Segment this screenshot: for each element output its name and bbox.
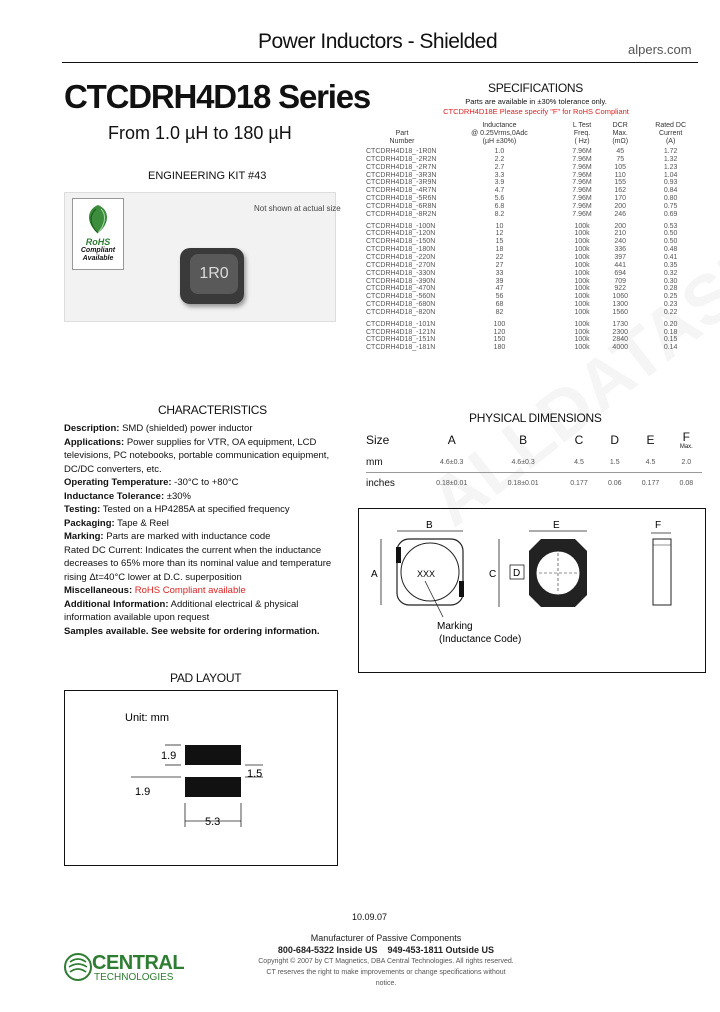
spec-cell: 1.23	[663, 163, 678, 171]
spec-cell: 0.50	[663, 230, 678, 238]
marking-value: Parts are marked with inductance code	[106, 531, 271, 542]
spec-cell: 0.30	[663, 277, 678, 285]
spec-cell: 0.32	[663, 269, 678, 277]
samples-text: Samples available. See website for ordering information.	[64, 625, 320, 637]
spec-cell: 0.15	[663, 336, 678, 344]
pad-layout-frame	[64, 690, 338, 866]
spec-cell: 694	[614, 269, 627, 277]
spec-cell: 0.53	[663, 222, 678, 230]
spec-row	[366, 203, 704, 211]
site-url[interactable]: alpers.com	[628, 42, 692, 57]
spec-cell: 22	[495, 253, 504, 261]
notice: CT reserves the right to make improvements or change specifications without notice.	[266, 969, 506, 987]
spec-cell: 100	[493, 320, 506, 328]
spec-cell: 10	[495, 222, 504, 230]
dim-col-c: C	[574, 433, 584, 447]
spec-row	[366, 148, 704, 156]
spec-cell: 1.0	[494, 148, 505, 155]
spec-cell: 7.96M	[572, 171, 592, 179]
spec-cell: 2840	[612, 336, 628, 344]
spec-cell: 7.96M	[572, 187, 592, 195]
spec-cell: 1.72	[663, 148, 678, 155]
spec-row	[366, 179, 704, 187]
tolerance-label: Inductance Tolerance:	[64, 490, 165, 502]
characteristics-body	[64, 422, 336, 638]
spec-cell: 120	[493, 328, 506, 336]
dim-col-d: D	[610, 433, 620, 447]
spec-cell: 33	[495, 269, 504, 277]
spec-cell: CTCDRH4D18_-101N	[366, 320, 436, 328]
pad-layout-heading: PAD LAYOUT	[170, 671, 242, 685]
rohs-compliant: Compliant	[80, 247, 116, 254]
spec-table-body	[366, 148, 704, 352]
spec-cell: CTCDRH4D18_-8R2N	[366, 210, 437, 218]
spec-cell: 0.28	[663, 285, 678, 293]
spec-cell: 100k	[574, 293, 590, 301]
additional-label: Additional Information:	[64, 598, 169, 610]
spec-cell: 0.22	[663, 308, 678, 316]
copyright: Copyright © 2007 by CT Magnetics, DBA Central Technologies. All rights reserved.	[258, 958, 514, 965]
spec-row	[366, 156, 704, 164]
spec-cell: 2300	[612, 328, 628, 336]
rohs-leaf-icon	[83, 203, 113, 235]
spec-cell: CTCDRH4D18_-151N	[366, 336, 436, 344]
op-temp-value: -30°C to +80°C	[174, 477, 239, 488]
spec-cell: CTCDRH4D18_-3R9N	[366, 179, 437, 187]
spec-row	[366, 344, 704, 352]
spec-cell: 0.84	[663, 187, 678, 195]
spec-cell: 1560	[612, 308, 628, 316]
dim-header-row	[366, 428, 702, 452]
spec-cell: 39	[495, 277, 504, 285]
packaging-value: Tape & Reel	[117, 517, 169, 529]
spec-cell: 0.14	[663, 344, 678, 352]
testing-value: Tested on a HP4285A at specified frequency	[102, 504, 290, 515]
spec-row	[366, 301, 704, 309]
spec-cell: 336	[614, 246, 627, 254]
phone-inside: 800-684-5322 Inside US	[277, 945, 378, 955]
spec-note-1: Parts are available in ±30% tolerance only.	[465, 97, 607, 106]
specifications-heading: SPECIFICATIONS	[488, 81, 583, 95]
dimension-drawing-frame	[358, 508, 706, 673]
spec-row	[366, 219, 704, 231]
spec-col-freq: L Test Freq. ( Hz)	[572, 122, 592, 145]
spec-row	[366, 254, 704, 262]
applications-value: Power supplies for VTR, OA equipment, LCD televisions, PC notebooks, portable communication equipment, DC/DC converters, etc.	[64, 436, 330, 475]
spec-cell: 200	[614, 222, 627, 230]
spec-row	[366, 329, 704, 337]
spec-row	[366, 336, 704, 344]
dim-col-e: E	[646, 433, 655, 447]
spec-cell: 5.6	[494, 195, 505, 203]
top-view-terminal-left	[396, 547, 401, 563]
spec-cell: 1300	[612, 301, 628, 309]
additional-value: Additional electrical & physical information available upon request	[64, 598, 299, 623]
spec-cell: 100k	[574, 222, 590, 230]
pad-dim-left: 1.9	[135, 786, 151, 798]
spec-cell: 1.04	[663, 171, 678, 179]
central-logo-icon	[64, 952, 92, 982]
specifications-table	[366, 122, 704, 352]
dim-f-label: F	[655, 520, 662, 531]
spec-cell: CTCDRH4D18_-121N	[366, 328, 436, 336]
dim-a-label: A	[371, 569, 378, 580]
spec-cell: 100k	[574, 261, 590, 269]
spec-cell: 7.96M	[572, 210, 592, 218]
spec-cell: CTCDRH4D18_-470N	[366, 285, 436, 293]
spec-cell: CTCDRH4D18_-3R3N	[366, 171, 437, 179]
spec-cell: 7.96M	[572, 148, 592, 155]
header-rule	[62, 62, 698, 63]
pad-layout-drawing	[65, 691, 337, 865]
spec-cell: 155	[614, 179, 627, 187]
spec-cell: CTCDRH4D18_-150N	[366, 238, 436, 246]
central-logo-sub: TECHNOLOGIES	[94, 972, 174, 983]
spec-row	[366, 187, 704, 195]
spec-cell: 170	[614, 195, 627, 203]
spec-cell: CTCDRH4D18_-390N	[366, 277, 436, 285]
spec-row	[366, 211, 704, 219]
spec-cell: 27	[495, 261, 504, 269]
spec-col-current: Rated DC Current (A)	[655, 122, 686, 145]
spec-col-dcr: DCR Max. (mΩ)	[612, 122, 629, 145]
spec-row	[366, 172, 704, 180]
spec-cell: 7.96M	[572, 163, 592, 171]
spec-cell: 3.3	[494, 171, 505, 179]
spec-cell: 0.23	[663, 301, 678, 309]
spec-row	[366, 270, 704, 278]
dim-col-f: F Max.	[679, 430, 693, 450]
spec-cell: CTCDRH4D18_-1R0N	[366, 148, 437, 155]
op-temp-label: Operating Temperature:	[64, 477, 172, 488]
spec-note-2: CTCDRH4D18E Please specify "F" for RoHS Compliant	[443, 107, 629, 116]
spec-cell: 56	[495, 293, 504, 301]
description-value: SMD (shielded) power inductor	[122, 423, 253, 434]
spec-cell: 0.75	[663, 202, 678, 210]
spec-row	[366, 195, 704, 203]
spec-row	[366, 285, 704, 293]
rohs-title: RoHS	[85, 237, 111, 247]
marking-sub: (Inductance Code)	[439, 634, 522, 645]
spec-row	[366, 238, 704, 246]
spec-cell: 100k	[574, 253, 590, 261]
spec-cell: 0.18	[663, 328, 678, 336]
spec-cell: 18	[495, 246, 504, 254]
spec-cell: 82	[495, 308, 504, 316]
spec-cell: 441	[614, 261, 627, 269]
spec-cell: 180	[493, 344, 506, 352]
spec-cell: 0.69	[663, 210, 678, 218]
spec-cell: 1.32	[663, 155, 678, 163]
spec-row	[366, 164, 704, 172]
spec-cell: 709	[614, 277, 627, 285]
spec-cell: 3.9	[494, 179, 505, 187]
spec-cell: 47	[495, 285, 504, 293]
spec-cell: 100k	[574, 269, 590, 277]
spec-cell: 105	[614, 163, 627, 171]
dim-e-label: E	[553, 520, 560, 531]
spec-cell: 7.96M	[572, 202, 592, 210]
spec-row	[366, 262, 704, 270]
spec-cell: 100k	[574, 320, 590, 328]
spec-cell: CTCDRH4D18_-220N	[366, 253, 436, 261]
spec-cell: 0.35	[663, 261, 678, 269]
spec-cell: 0.48	[663, 246, 678, 254]
spec-cell: CTCDRH4D18_-2R7N	[366, 163, 437, 171]
spec-cell: 100k	[574, 285, 590, 293]
spec-cell: CTCDRH4D18_-181N	[366, 344, 436, 352]
spec-cell: 0.93	[663, 179, 678, 187]
pad-dim-top: 1.9	[161, 750, 177, 762]
spec-row	[366, 246, 704, 254]
pad-top	[185, 745, 241, 765]
inductance-range: From 1.0 µH to 180 µH	[108, 123, 292, 143]
pad-unit: Unit: mm	[125, 712, 169, 724]
spec-cell: 15	[495, 238, 504, 246]
footer-tagline: Manufacturer of Passive Components	[310, 933, 462, 943]
spec-cell: 210	[614, 230, 627, 238]
footer-text	[256, 932, 516, 989]
characteristics-heading: CHARACTERISTICS	[158, 403, 267, 417]
spec-cell: 0.41	[663, 253, 678, 261]
spec-cell: 100k	[574, 277, 590, 285]
rohs-badge	[72, 198, 124, 270]
applications-label: Applications:	[64, 436, 125, 448]
spec-cell: 1730	[612, 320, 628, 328]
top-view-terminal-right	[459, 581, 464, 597]
spec-cell: 2.2	[494, 155, 505, 163]
spec-cell: 0.20	[663, 320, 678, 328]
spec-cell: 100k	[574, 230, 590, 238]
spec-cell: 100k	[574, 328, 590, 336]
dim-d-label: D	[513, 568, 521, 579]
marking-label: Marking	[437, 621, 473, 632]
spec-cell: CTCDRH4D18_-680N	[366, 301, 436, 309]
series-title: CTCDRH4D18 Series	[64, 78, 371, 115]
spec-row	[366, 309, 704, 317]
spec-cell: CTCDRH4D18_-180N	[366, 246, 436, 254]
spec-cell: 7.96M	[572, 195, 592, 203]
phone-outside: 949-453-1811 Outside US	[387, 945, 495, 955]
spec-cell: 45	[616, 148, 625, 155]
spec-cell: 200	[614, 202, 627, 210]
spec-row	[366, 278, 704, 286]
spec-cell: 100k	[574, 308, 590, 316]
dimension-drawing	[359, 509, 705, 672]
spec-cell: 68	[495, 301, 504, 309]
spec-cell: CTCDRH4D18_-330N	[366, 269, 436, 277]
engineering-kit-label: ENGINEERING KIT #43	[148, 170, 267, 182]
spec-notes	[368, 97, 704, 117]
spec-row	[366, 230, 704, 238]
dimensions-table	[366, 428, 702, 493]
rohs-available: Available	[82, 255, 114, 262]
dim-col-b: B	[519, 433, 528, 447]
dim-c-label: C	[489, 569, 497, 580]
spec-cell: 6.8	[494, 202, 505, 210]
spec-cell: 4000	[612, 344, 628, 352]
spec-cell: 8.2	[494, 210, 505, 218]
spec-col-part: Part Number	[389, 130, 415, 145]
spec-cell: 2.7	[494, 163, 505, 171]
spec-cell: CTCDRH4D18_-560N	[366, 293, 436, 301]
spec-cell: 162	[614, 187, 627, 195]
spec-cell: 100k	[574, 238, 590, 246]
spec-cell: 4.7	[494, 187, 505, 195]
dim-row-inches: inches 0.18±0.01 0.18±0.01 0.177 0.06 0.177 0.08	[366, 473, 702, 494]
spec-cell: 0.80	[663, 195, 678, 203]
spec-row	[366, 317, 704, 329]
physical-dimensions-heading: PHYSICAL DIMENSIONS	[469, 411, 602, 425]
spec-cell: 75	[616, 155, 625, 163]
spec-cell: CTCDRH4D18_-100N	[366, 222, 436, 230]
misc-label: Miscellaneous:	[64, 585, 133, 596]
dim-b-label: B	[426, 520, 433, 531]
spec-cell: 0.50	[663, 238, 678, 246]
spec-cell: 100k	[574, 336, 590, 344]
dim-col-a: A	[447, 433, 456, 447]
dim-row-mm: mm 4.6±0.3 4.6±0.3 4.5 1.5 4.5 2.0	[366, 457, 692, 468]
spec-cell: CTCDRH4D18_-270N	[366, 261, 436, 269]
marking-xxx: XXX	[417, 569, 436, 579]
spec-cell: CTCDRH4D18_-5R6N	[366, 195, 437, 203]
testing-label: Testing:	[64, 504, 101, 515]
spec-cell: 150	[493, 336, 506, 344]
tolerance-value: ±30%	[166, 490, 192, 502]
rated-dc-text: Rated DC Current: Indicates the current when the inductance decreases to 65% more than its nominal value and temperature rising Δt=40°C lower at D.C. superposition	[64, 544, 332, 583]
spec-cell: CTCDRH4D18_-820N	[366, 308, 436, 316]
spec-col-inductance: Inductance @ 0.25Vrms,0Adc (µH ±30%)	[471, 122, 528, 145]
spec-cell: CTCDRH4D18_-2R2N	[366, 155, 437, 163]
pad-dim-width: 5.3	[205, 816, 221, 828]
spec-cell: 7.96M	[572, 155, 592, 163]
page-header-title: Power Inductors - Shielded	[258, 30, 498, 53]
spec-header-row	[366, 122, 704, 148]
central-logo-text: CENTRAL	[92, 952, 185, 974]
spec-cell: CTCDRH4D18_-4R7N	[366, 187, 437, 195]
spec-cell: 240	[614, 238, 627, 246]
packaging-label: Packaging:	[64, 517, 115, 529]
dim-col-size: Size	[366, 433, 390, 447]
spec-cell: 110	[614, 171, 626, 179]
spec-cell: 0.25	[663, 293, 678, 301]
revision-date: 10.09.07	[352, 912, 388, 922]
pad-bottom	[185, 777, 241, 797]
spec-cell: CTCDRH4D18_-120N	[366, 230, 436, 238]
spec-cell: 12	[495, 230, 504, 238]
misc-value: RoHS Compliant available	[134, 585, 246, 596]
description-label: Description:	[64, 423, 120, 434]
photo-note: Not shown at actual size	[254, 204, 341, 213]
spec-cell: 246	[614, 210, 627, 218]
spec-cell: 100k	[574, 301, 590, 309]
spec-cell: 1060	[612, 293, 628, 301]
spec-cell: 397	[614, 253, 627, 261]
inductor-marking: 1R0	[190, 254, 238, 294]
spec-cell: CTCDRH4D18_-6R8N	[366, 202, 437, 210]
spec-cell: 7.96M	[572, 179, 592, 187]
side-view-body	[653, 539, 671, 605]
marking-label: Marking:	[64, 531, 104, 542]
spec-cell: 100k	[574, 344, 590, 352]
pad-dim-gap: 1.5	[247, 768, 263, 780]
spec-cell: 922	[614, 285, 627, 293]
spec-row	[366, 293, 704, 301]
spec-cell: 100k	[574, 246, 590, 254]
